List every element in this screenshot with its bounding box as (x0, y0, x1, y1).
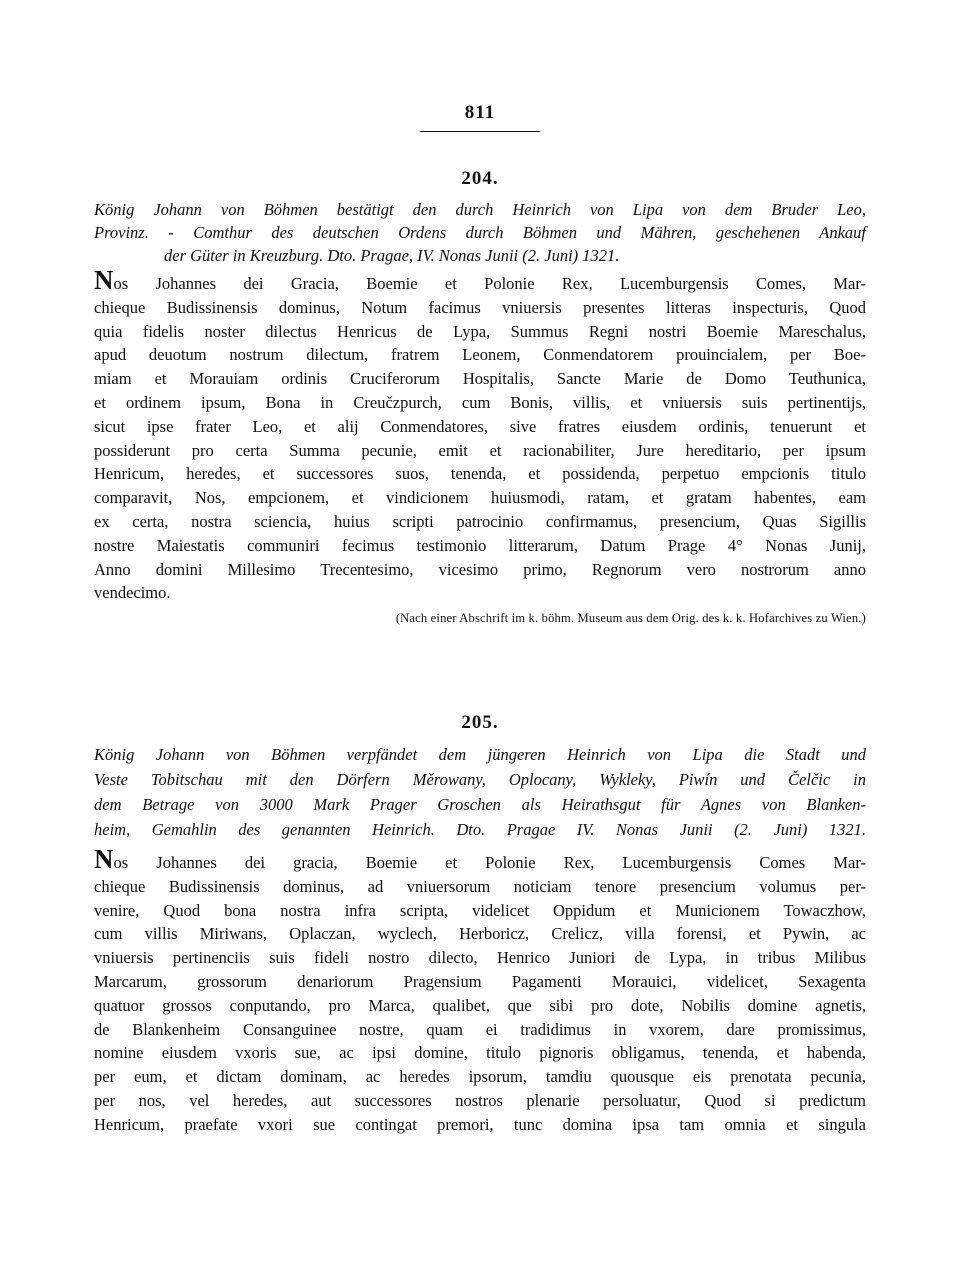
body-line: de Blankenheim Consanguinee nostre, quam ei tradidimus in vxorem, dare promissimus, (94, 1019, 866, 1039)
body-line: cum villis Miriwans, Oplaczan, wyclech, Herboricz, Crelicz, villa forensi, et Pywin, ac (94, 924, 866, 944)
body-line: quia fidelis noster dilectus Henricus de Lypa, Summus Regni nostri Boemie Mareschalus, (94, 321, 866, 341)
body-line: vendecimo. (94, 583, 171, 603)
body-line: possiderunt pro certa Summa pecunie, emit et racionabiliter, Jure hereditario, per ipsum (94, 440, 866, 460)
body-line: comparavit, Nos, empcionem, et vindicionem huiusmodi, ratam, et gratam habentes, eam (94, 488, 866, 508)
body-line-text: os Johannes dei Gracia, Boemie et Polonie Rex, Lucemburgensis Comes, Mar- (113, 274, 866, 293)
body-line: nostre Maiestatis communiri fecimus testimonio litterarum, Datum Prage 4° Nonas Junij, (94, 535, 866, 555)
document-205 (94, 712, 866, 1137)
body-line: Marcarum, grossorum denariorum Pragensium Pagamenti Morauici, videlicet, Sexagenta (94, 971, 866, 991)
body-line: quatuor grossos conputando, pro Marca, qualibet, que sibi pro dote, Nobilis domine agnetis, (94, 995, 866, 1015)
document-204 (94, 168, 866, 626)
source-note: (Nach einer Abschrift im k. böhm. Museum aus dem Orig. des k. k. Hofarchives zu Wien.) (395, 611, 866, 626)
drop-initial: N (94, 844, 114, 874)
summary-line: der Güter in Kreuzburg. Dto. Pragae, IV. Nonas Junii (2. Juni) 1321. (164, 246, 620, 265)
drop-initial: N (94, 265, 114, 295)
body-line: apud deuotum nostrum dilectum, fratrem Leonem, Conmendatorem prouincialem, per Boe- (94, 345, 866, 365)
summary-line: heim, Gemahlin des genannten Heinrich. Dto. Pragae IV. Nonas Junii (2. Juni) 1321. (94, 820, 866, 839)
body-line: per nos, vel heredes, aut successores nostros plenarie persoluatur, Quod si predictum (94, 1090, 866, 1110)
body-line: Anno domini Millesimo Trecentesimo, vicesimo primo, Regnorum vero nostrorum anno (94, 559, 866, 579)
body-line: et ordinem ipsum, Bona in Creučzpurch, cum Bonis, villis, et vniuersis suis pertinentijs, (94, 392, 866, 412)
summary-line: Veste Tobitschau mit den Dörfern Měrowany, Oplocany, Wykleky, Piwín und Čelčic in (94, 770, 866, 789)
document-body (94, 844, 866, 1137)
document-number: 205. (461, 712, 499, 733)
document-summary (94, 198, 866, 267)
body-line: chieque Budissinensis dominus, ad vniuersorum noticiam tenore presencium volumus per- (94, 876, 866, 896)
body-line: Henricum, praefate vxori sue contingat premori, tunc domina ipsa tam omnia et singula (94, 1114, 866, 1134)
summary-line: König Johann von Böhmen verpfändet dem jüngeren Heinrich von Lipa die Stadt und (94, 745, 866, 764)
document-summary (94, 742, 866, 842)
summary-line: König Johann von Böhmen bestätigt den durch Heinrich von Lipa von dem Bruder Leo, (94, 200, 866, 219)
body-line: ex certa, nostra sciencia, huius scripti patrocinio confirmamus, presencium, Quas Sigillis (94, 511, 866, 531)
body-line-first (94, 265, 866, 296)
summary-line: Provinz. - Comthur des deutschen Ordens durch Böhmen und Mähren, geschehenen Ankauf (94, 223, 866, 242)
page-number: 811 (464, 102, 496, 123)
body-line: chieque Budissinensis dominus, Notum facimus vniuersis presentes litteras inspecturis, Quod (94, 297, 866, 317)
body-line-first (94, 844, 866, 875)
body-line: miam et Morauiam ordinis Cruciferorum Hospitalis, Sancte Marie de Domo Teuthunica, (94, 369, 866, 389)
page-number-rule (420, 131, 540, 132)
body-line: nomine eiusdem vxoris sue, ac ipsi domine, titulo pignoris obligamus, tenenda, et habenda, (94, 1043, 866, 1063)
body-line-text: os Johannes dei gracia, Boemie et Polonie Rex, Lucemburgensis Comes Mar- (113, 853, 866, 872)
body-line: venire, Quod bona nostra infra scripta, videlicet Oppidum et Municionem Towaczhow, (94, 900, 866, 920)
body-line: vniuersis pertinenciis suis fideli nostro dilecto, Henrico Juniori de Lypa, in tribus Milibus (94, 948, 866, 968)
body-line: per eum, et dictam dominam, ac heredes ipsorum, tamdiu quousque eis prenotata pecunia, (94, 1067, 866, 1087)
document-number: 204. (461, 168, 499, 189)
body-line: Henricum, heredes, et successores suos, tenenda, et possidenda, perpetuo empcionis titulo (94, 464, 866, 484)
document-body (94, 265, 866, 605)
summary-line: dem Betrage von 3000 Mark Prager Groschen als Heirathsgut für Agnes von Blanken- (94, 795, 866, 814)
body-line: sicut ipse frater Leo, et alij Conmendatores, sive fratres eiusdem ordinis, tenuerunt et (94, 416, 866, 436)
